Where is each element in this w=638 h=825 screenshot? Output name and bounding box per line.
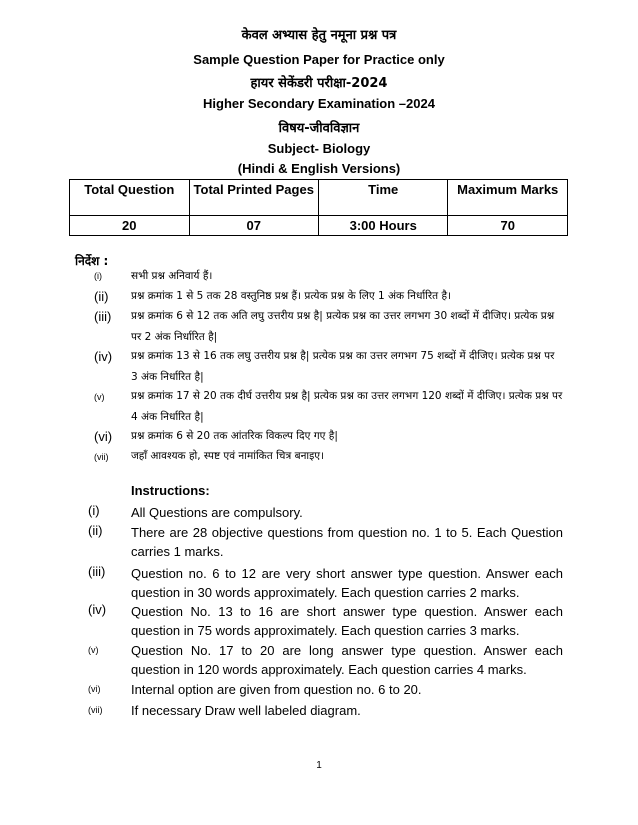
item-text: Question No. 13 to 16 are short answer type question. Answer each question in 75 words approximately. Each question carries 3 marks. [131,604,563,638]
value-total-pages: 07 [189,216,318,236]
value-time: 3:00 Hours [318,216,447,236]
item-number: (v) [94,392,105,402]
item-number: (v) [88,645,99,655]
subject-hindi: विषय-जीवविज्ञान [278,121,360,136]
value-maximum-marks: 70 [448,216,568,236]
item-number: (ii) [94,289,109,304]
item-text: प्रश्न क्रमांक 1 से 5 तक 28 वस्तुनिष्ठ प्रश्न हैं। प्रत्येक प्रश्न के लिए 1 अंक निर्धारित है। [131,290,452,302]
item-text: सभी प्रश्न अनिवार्य हैं। [131,270,213,282]
subject-english: Subject- Biology [267,141,371,156]
item-text: प्रश्न क्रमांक 13 से 16 तक लघु उत्तरीय प्रश्न है| प्रत्येक प्रश्न का उत्तर लगभग 75 शब्दों में दीजिए। प्रत्येक प्रश्न पर 3 अंक निर्धारित है| [131,350,555,383]
table-row [70,216,568,236]
item-text: If necessary Draw well labeled diagram. [131,703,361,718]
header-total-pages: Total Printed Pages [189,180,318,216]
item-text: Internal option are given from question no. 6 to 20. [131,682,422,697]
header-maximum-marks: Maximum Marks [448,180,568,216]
versions-note: (Hindi & English Versions) [237,161,401,176]
item-text: Question no. 6 to 12 are very short answer type question. Answer each question in 30 words approximately. Each question carries 2 marks. [131,566,563,600]
exam-english: Higher Secondary Examination –2024 [203,96,435,111]
item-number: (vii) [94,452,109,462]
item-number: (vi) [94,429,113,444]
item-text: प्रश्न क्रमांक 17 से 20 तक दीर्घ उत्तरीय प्रश्न है| प्रत्येक प्रश्न का उत्तर लगभग 120 शब्दों में दीजिए। प्रत्येक प्रश्न पर 4 अंक निर्धारित है| [131,390,563,423]
header-total-question: Total Question [70,180,190,216]
item-text: Question No. 17 to 20 are long answer type question. Answer each question in 120 words approximately. Each question carries 4 marks. [131,643,563,677]
item-number: (vii) [88,705,103,715]
item-number: (iv) [94,349,113,364]
header-time: Time [318,180,447,216]
item-number: (i) [88,503,100,518]
page-number: 1 [316,760,322,771]
item-number: (vi) [88,684,101,694]
item-number: (iv) [88,602,107,617]
item-text: प्रश्न क्रमांक 6 से 12 तक अति लघु उत्तरीय प्रश्न है| प्रत्येक प्रश्न का उत्तर लगभग 30 शब्दों में दीजिए। प्रत्येक प्रश्न पर 2 अंक निर्धारित है| [131,310,555,343]
table-header-row [70,180,568,216]
item-number: (iii) [94,309,112,324]
exam-hindi: हायर सेकेंडरी परीक्षा-2024 [250,76,388,91]
item-number: (i) [94,271,102,281]
item-text: जहाँ आवश्यक हो, स्पष्ट एवं नामांकित चित्र बनाइए। [131,450,325,462]
item-text: There are 28 objective questions from question no. 1 to 5. Each Question carries 1 marks. [131,525,563,559]
hindi-instructions-title: निर्देश : [75,254,109,268]
item-text: All Questions are compulsory. [131,505,303,520]
english-instructions-title: Instructions: [131,483,210,498]
item-number: (ii) [88,523,103,538]
english-title: Sample Question Paper for Practice only [193,52,445,67]
hindi-title: केवल अभ्यास हेतु नमूना प्रश्न पत्र [241,28,397,43]
paper-summary-table [69,179,568,236]
item-number: (iii) [88,564,106,579]
value-total-question: 20 [70,216,190,236]
item-text: प्रश्न क्रमांक 6 से 20 तक आंतरिक विकल्प दिए गए है| [131,430,338,442]
